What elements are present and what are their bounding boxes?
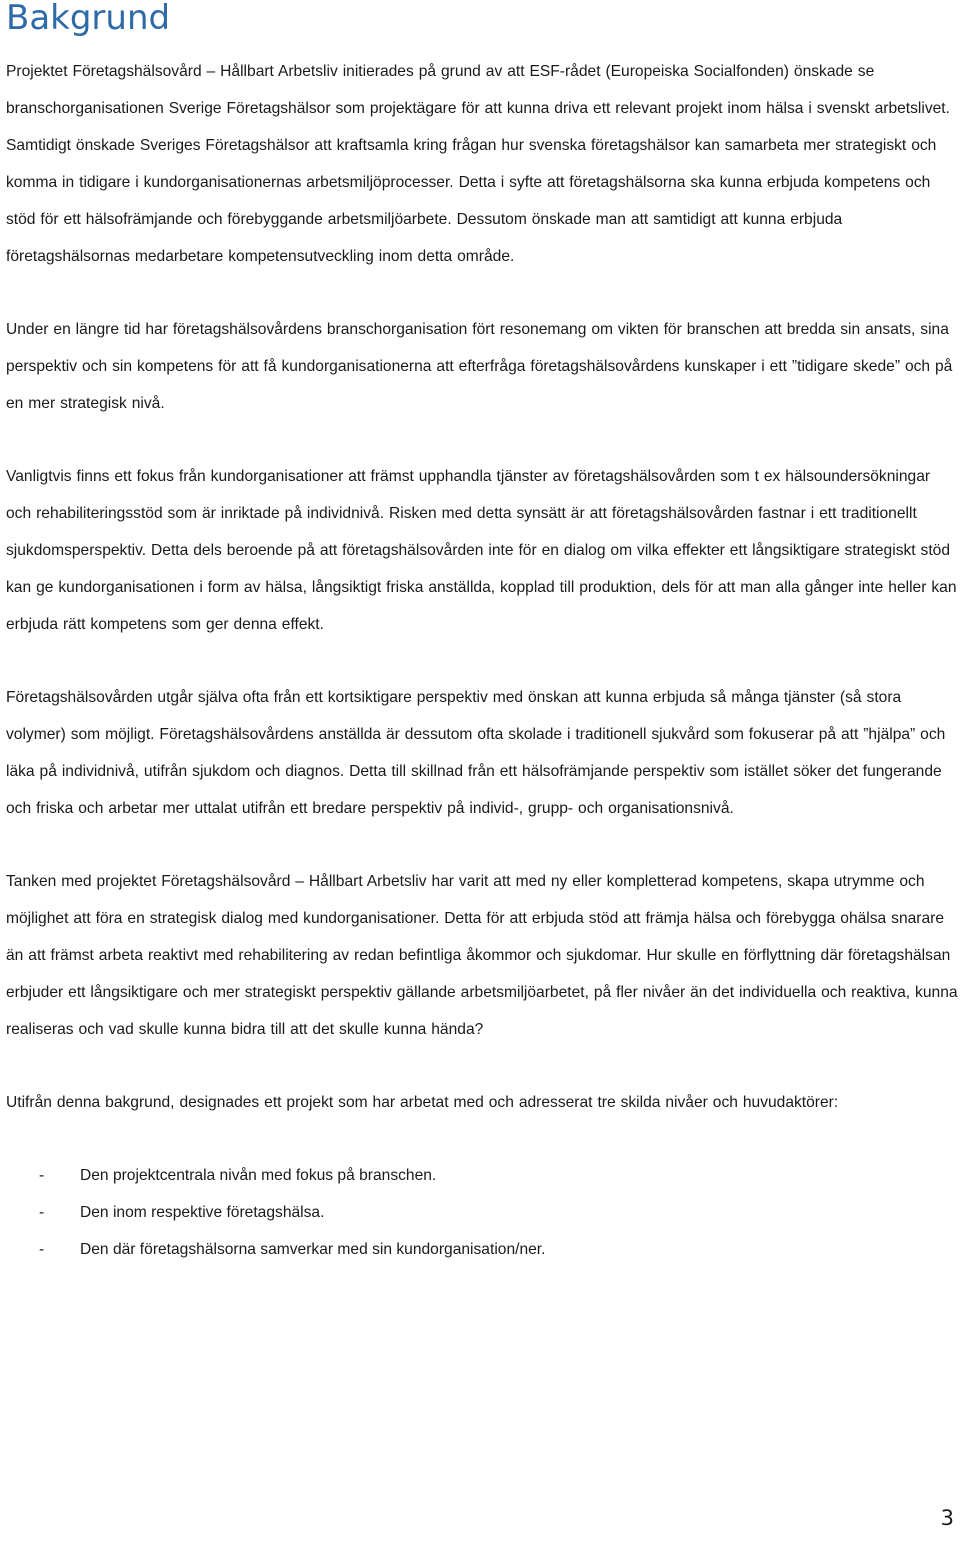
list-item: [6, 1231, 958, 1268]
paragraph-5: Tanken med projektet Företagshälsovård – Hållbart Arbetsliv har varit att med ny eller kompletterad kompetens, skapa utrymme och möjlighet att föra en strategisk dialog med kundorganisationer. Detta för att erbjuda stöd att främja hälsa och förebygga ohälsa snarare än att främst arbeta reaktivt med rehabilitering av redan befintliga åkommor och sjukdomar. Hur skulle en förflyttning där företagshälsan erbjuder ett långsiktigare och mer strategiskt perspektiv gällande arbetsmiljöarbetet, på fler nivåer än det individuella och reaktiva, kunna realiseras och vad skulle kunna bidra till att det skulle kunna hända?: [6, 873, 958, 1038]
document-body: [6, 53, 958, 1268]
list-item: [6, 1157, 958, 1194]
list-item-text: Den inom respektive företagshälsa.: [80, 1204, 325, 1221]
list-dash: -: [39, 1167, 45, 1184]
paragraph-1: Projektet Företagshälsovård – Hållbart Arbetsliv initierades på grund av att ESF-rådet (Europeiska Socialfonden) önskade se branschorganisationen Sverige Företagshälsor som projektägare för att kunna driva ett relevant projekt inom hälsa i svenskt arbetslivet. Samtidigt önskade Sveriges Företagshälsor att kraftsamla kring frågan hur svenska företagshälsor kan samarbeta mer strategiskt och komma in tidigare i kundorganisationernas arbetsmiljöprocesser. Detta i syfte att företagshälsorna ska kunna erbjuda kompetens och stöd för ett hälsofrämjande och förebyggande arbetsmiljöarbete. Dessutom önskade man att samtidigt att kunna erbjuda företagshälsornas medarbetare kompetensutveckling inom detta område.: [6, 63, 950, 265]
list-item-text: Den där företagshälsorna samverkar med sin kundorganisation/ner.: [80, 1241, 546, 1258]
page-title: Bakgrund: [6, 0, 171, 38]
paragraph-4: Företagshälsovården utgår själva ofta från ett kortsiktigare perspektiv med önskan att kunna erbjuda så många tjänster (så stora volymer) som möjligt. Företagshälsovårdens anställda är dessutom ofta skolade i traditionell sjukvård som fokuserar på att ”hjälpa” och läka på individnivå, utifrån sjukdom och diagnos. Detta till skillnad från ett hälsofrämjande perspektiv som istället söker det fungerande och friska och arbetar mer uttalat utifrån ett bredare perspektiv på individ-, grupp- och organisationsnivå.: [6, 689, 946, 817]
list-item-text: Den projektcentrala nivån med fokus på branschen.: [80, 1167, 437, 1184]
list-dash: -: [39, 1204, 45, 1221]
paragraph-3: Vanligtvis finns ett fokus från kundorganisationer att främst upphandla tjänster av företagshälsovården som t ex hälsoundersökningar och rehabiliteringsstöd som är inriktade på individnivå. Risken med detta synsätt är att företagshälsovården fastnar i ett traditionellt sjukdomsperspektiv. Detta dels beroende på att företagshälsovården inte för en dialog om vilka effekter ett långsiktigare strategiskt stöd kan ge kundorganisationen i form av hälsa, långsiktigt friska anställda, kopplad till produktion, dels för att man alla gånger inte heller kan erbjuda rätt kompetens som ger denna effekt.: [6, 468, 957, 633]
actor-level-list: [6, 1157, 958, 1268]
page-number: 3: [940, 1506, 954, 1530]
list-item: [6, 1194, 958, 1231]
paragraph-6: Utifrån denna bakgrund, designades ett projekt som har arbetat med och adresserat tre skilda nivåer och huvudaktörer:: [6, 1094, 839, 1111]
list-dash: -: [39, 1241, 45, 1258]
paragraph-2: Under en längre tid har företagshälsovårdens branschorganisation fört resonemang om vikten för branschen att bredda sin ansats, sina perspektiv och sin kompetens för att få kundorganisationerna att efterfråga företagshälsovårdens kunskaper i ett ”tidigare skede” och på en mer strategisk nivå.: [6, 321, 953, 412]
